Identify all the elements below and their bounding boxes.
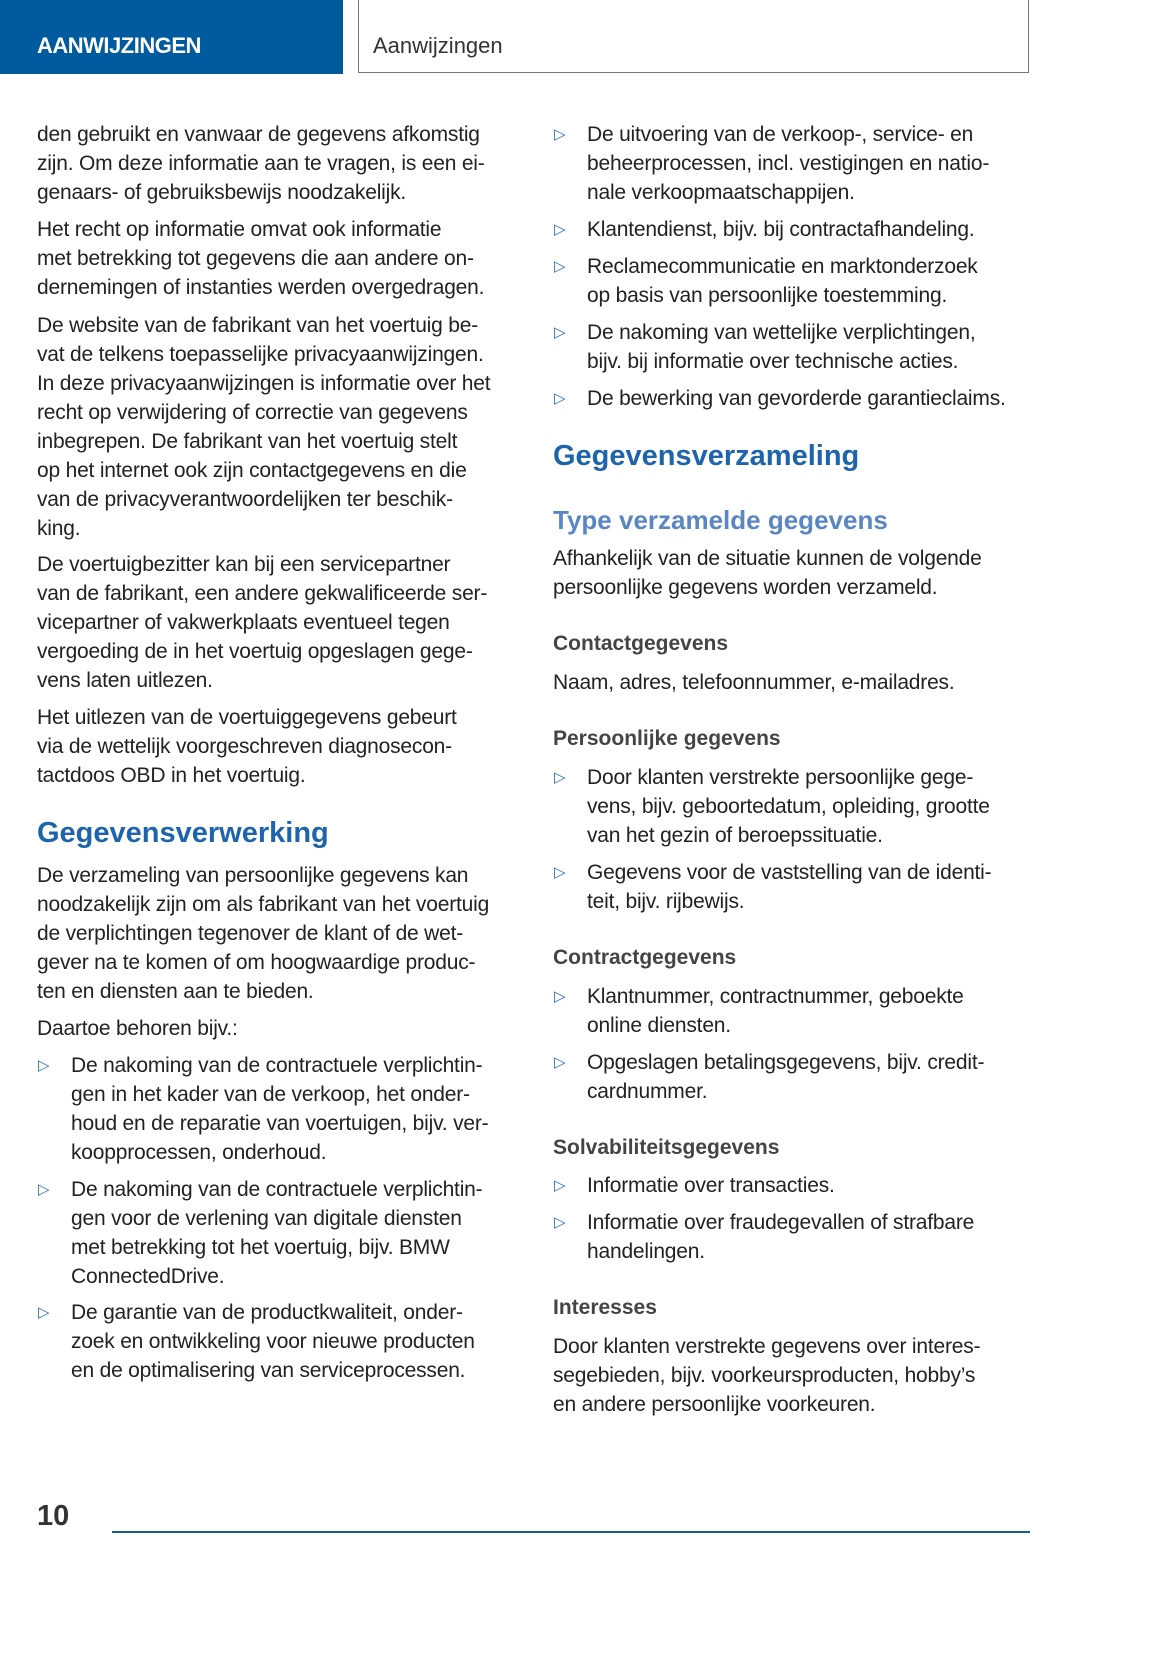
bullet-triangle-icon: ▷: [554, 126, 566, 143]
paragraph: De website van de fabrikant van het voertuig be- vat de telkens toepasselijke privacyaanwijzingen. In deze privacyaanwijzingen is informatie over het recht op verwijdering of correctie van gegevens inbegrepen. De fabrikant van het voertuig stelt op het internet ook zijn contactgegevens en die van de privacyverantwoordelijken ter beschik- king.: [37, 314, 491, 540]
heading-gegevensverwerking: Gegevensverwerking: [37, 817, 329, 849]
section-tab: [0, 0, 343, 74]
manual-page: AANWIJZINGEN Aanwijzingen den gebruikt en vanwaar de gegevens afkomstig zijn. Om deze informatie aan te vragen, is een ei- genaars- of gebruiksbewijs noodzakelijk. Het recht op informatie omvat ook informatie met betrekking tot gegevens die aan andere on- dernemingen of instanties werden overgedragen. De website van de fabrikant van het voertuig be- vat de telkens toepasselijke privacyaanwijzingen. In deze privacyaanwijzingen is informatie over het recht op verwijdering of correctie van gegevens inbegrepen. De fabrikant van het voertuig stelt op het internet ook zijn contactgegevens en die van de privacyverantwoordelijken ter beschik- king. De voertuigbezitter kan bij een servicepartner van de fabrikant, een andere gekwalificeerde ser- vicepartner of vakwerkplaats eventueel tegen vergoeding de in het voertuig opgeslagen gege- vens laten uitlezen. Het uitlezen van de voertuiggegevens gebeurt via de wettelijk voorgeschreven diagnosecon- tactdoos OBD in het voertuig. Gegevensverwerking De verzameling van persoonlijke gegevens kan noodzakelijk zijn om als fabrikant van het voertuig de verplichtingen tegenover de klant of de wet- gever na te komen of om hoogwaardige produc- ten en diensten aan te bieden. Daartoe behoren bijv.: ▷ De nakoming van de contractuele verplichtin- gen in het kader van de verkoop, het onder- houd en de reparatie van voertuigen, bijv. ver- koopprocessen, onderhoud. ▷ De nakoming van de contractuele verplichtin- gen voor de verlening van digitale diensten met betrekking tot het voertuig, bijv. BMW ConnectedDrive. ▷ De garantie van de productkwaliteit, onder- zoek en ontwikkeling voor nieuwe producten en de optimalisering van serviceprocessen. ▷ De uitvoering van de verkoop-, service- en beheerprocessen, incl. vestigingen en natio- nale verkoopmaatschappijen. ▷ Klantendienst, bijv. bij contractafhandeling. ▷ Reclamecommunicatie en marktonderzoek op basis van persoonlijke toestemming. ▷ De nakoming van wettelijke verplichtingen, bijv. bij informatie over technische acties. ▷ De bewerking van gevorderde garantieclaims. Gegevensverzameling Type verzamelde gegevens Afhankelijk van de situatie kunnen de volgende persoonlijke gegevens worden verzameld. Contactgegevens Naam, adres, telefoonnummer, e-mailadres. Persoonlijke gegevens ▷ Door klanten verstrekte persoonlijke gege- vens, bijv. geboortedatum, opleiding, grootte van het gezin of beroepssituatie. ▷ Gegevens voor de vaststelling van de identi- teit, bijv. rijbewijs. Contractgegevens ▷ Klantnummer, contractnummer, geboekte online diensten. ▷ Opgeslagen betalingsgegevens, bijv. credit- cardnummer. Solvabiliteitsgegevens ▷ Informatie over transacties. ▷ Informatie over fraudegevallen of strafbare handelingen. Interesses Door klanten verstrekte gegevens over interes- segebieden, bijv. voorkeursproducten, hobby’s en andere persoonlijke voorkeuren. 10: [0, 0, 1165, 1653]
subheading-interesses: Interesses: [553, 1296, 657, 1319]
paragraph: den gebruikt en vanwaar de gegevens afkomstig zijn. Om deze informatie aan te vragen, is een ei- genaars- of gebruiksbewijs noodzakelijk.: [37, 123, 485, 204]
paragraph: Afhankelijk van de situatie kunnen de volgende persoonlijke gegevens worden verzameld.: [553, 547, 982, 599]
bullet-triangle-icon: ▷: [554, 1177, 566, 1194]
bullet-triangle-icon: ▷: [554, 390, 566, 407]
paragraph: Daartoe behoren bijv.:: [37, 1017, 238, 1040]
bullet-triangle-icon: ▷: [38, 1181, 50, 1198]
bullet-triangle-icon: ▷: [554, 769, 566, 786]
section-label: AANWIJZINGEN: [37, 33, 201, 58]
page-number: 10: [37, 1500, 70, 1532]
footer-rule: [112, 1531, 1030, 1533]
bullet-triangle-icon: ▷: [554, 864, 566, 881]
paragraph: Het uitlezen van de voertuiggegevens gebeurt via de wettelijk voorgeschreven diagnosecon- tactdoos OBD in het voertuig.: [37, 706, 457, 787]
paragraph: Het recht op informatie omvat ook informatie met betrekking tot gegevens die aan andere on- dernemingen of instanties werden overgedragen.: [37, 218, 485, 299]
bullet-triangle-icon: ▷: [554, 1054, 566, 1071]
bullet-triangle-icon: ▷: [554, 988, 566, 1005]
heading-gegevensverzameling: Gegevensverzameling: [553, 440, 860, 472]
paragraph: De verzameling van persoonlijke gegevens kan noodzakelijk zijn om als fabrikant van het voertuig de verplichtingen tegenover de klant of de wet- gever na te komen of om hoogwaardige produc- ten en diensten aan te bieden.: [37, 864, 490, 1003]
chapter-title: Aanwijzingen: [373, 33, 503, 58]
chapter-header: [358, 0, 1029, 73]
bullet-triangle-icon: ▷: [554, 324, 566, 341]
subheading-solvabiliteit: Solvabiliteitsgegevens: [553, 1136, 780, 1159]
paragraph: De voertuigbezitter kan bij een servicepartner van de fabrikant, een andere gekwalificeerde ser- vicepartner of vakwerkplaats eventueel tegen vergoeding de in het voertuig opgeslagen gege- vens laten uitlezen.: [37, 553, 488, 692]
bullet-triangle-icon: ▷: [38, 1304, 50, 1321]
paragraph: Door klanten verstrekte gegevens over interes- segebieden, bijv. voorkeursproducten, hobby’s en andere persoonlijke voorkeuren.: [553, 1335, 981, 1416]
bullet-triangle-icon: ▷: [554, 221, 566, 238]
paragraph: Naam, adres, telefoonnummer, e-mailadres.: [553, 671, 955, 694]
bullet-triangle-icon: ▷: [554, 258, 566, 275]
subheading-contract: Contractgegevens: [553, 946, 737, 969]
subheading-persoonlijk: Persoonlijke gegevens: [553, 727, 781, 750]
bullet-triangle-icon: ▷: [554, 1214, 566, 1231]
subheading-type: Type verzamelde gegevens: [553, 505, 888, 535]
subheading-contact: Contactgegevens: [553, 632, 729, 655]
bullet-triangle-icon: ▷: [38, 1057, 50, 1074]
